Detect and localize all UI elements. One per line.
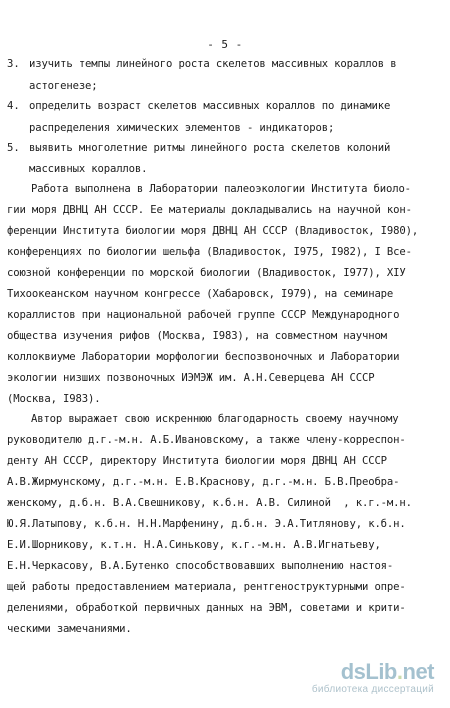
paragraph-line: Автор выражает свою искреннюю благодарность своему научному — [31, 413, 399, 425]
watermark-logo-main: dsLib — [340, 659, 397, 684]
list-item-line: выявить многолетние ритмы линейного роста скелетов колоний — [29, 142, 391, 154]
paragraph-line: кораллистов при национальной рабочей группе СССР Международного — [7, 309, 400, 321]
list-item-line: астогенезе; — [29, 80, 98, 92]
list-item-line: определить возраст скелетов массивных кораллов по динамике — [29, 100, 391, 112]
paragraph-line: коллоквиуме Лаборатории морфологии беспозвоночных и Лаборатории — [7, 351, 400, 363]
paragraph-line: Е.И.Шорникову, к.т.н. Н.А.Синькову, к.г.-м.н. А.В.Игнатьеву, — [7, 539, 381, 551]
paragraph-line: экологии низших позвоночных ИЭМЭЖ им. А.Н.Северцева АН СССР — [7, 372, 375, 384]
watermark-logo — [312, 660, 434, 684]
list-item-line: изучить темпы линейного роста скелетов массивных кораллов в — [29, 58, 397, 70]
page-number: - 5 - — [207, 38, 243, 51]
paragraph-line: ференции Института биологии моря ДВНЦ АН СССР (Владивосток, I980), — [7, 225, 419, 237]
list-item-number: 4. — [7, 100, 20, 112]
list-item-number: 5. — [7, 142, 20, 154]
paragraph-line: А.В.Жирмунскому, д.г.-м.н. Е.В.Краснову, д.г.-м.н. Б.В.Преобра- — [7, 476, 400, 488]
paragraph-line: ческими замечаниями. — [7, 623, 132, 635]
paragraph-line: конференциях по биологии шельфа (Владивосток, I975, I982), I Все- — [7, 246, 412, 258]
paragraph-line: гии моря ДВНЦ АН СССР. Ее материалы докладывались на научной кон- — [7, 204, 412, 216]
list-item-line: распределения химических элементов - индикаторов; — [29, 122, 335, 134]
paragraph-line: союзной конференции по морской биологии (Владивосток, I977), XIУ — [7, 267, 406, 279]
paragraph-line: Ю.Я.Латыпову, к.б.н. Н.Н.Марфенину, д.б.н. Э.А.Титлянову, к.б.н. — [7, 518, 406, 530]
paragraph-line: денту АН СССР, директору Института биологии моря ДВНЦ АН СССР — [7, 455, 387, 467]
paragraph-line: руководителю д.г.-м.н. А.Б.Ивановскому, а также члену-корреспон- — [7, 434, 406, 446]
paragraph-line: Работа выполнена в Лаборатории палеоэкологии Института биоло- — [31, 183, 411, 195]
list-item-line: массивных кораллов. — [29, 163, 148, 175]
paragraph-line: общества изучения рифов (Москва, I983), на совместном научном — [7, 330, 387, 342]
paragraph-line: (Москва, I983). — [7, 393, 101, 405]
paragraph-line: делениями, обработкой первичных данных на ЭВМ, советами и крити- — [7, 602, 406, 614]
watermark-subtitle: библиотека диссертаций — [311, 684, 434, 695]
paragraph-line: Тихоокеанском научном конгрессе (Хабаровск, I979), на семинаре — [7, 288, 394, 300]
watermark-logo-dot: . — [396, 659, 403, 684]
watermark-logo-tld: net — [402, 659, 434, 684]
paragraph-line: щей работы предоставлением материала, рентгеноструктурными опре- — [7, 581, 406, 593]
watermark — [312, 660, 434, 696]
paragraph-line: женскому, д.б.н. В.А.Свешникову, к.б.н. А.В. Силиной , к.г.-м.н. — [7, 497, 412, 509]
list-item-number: 3. — [7, 58, 20, 70]
paragraph-line: Е.Н.Черкасову, В.А.Бутенко способствовавших выполнению настоя- — [7, 560, 394, 572]
